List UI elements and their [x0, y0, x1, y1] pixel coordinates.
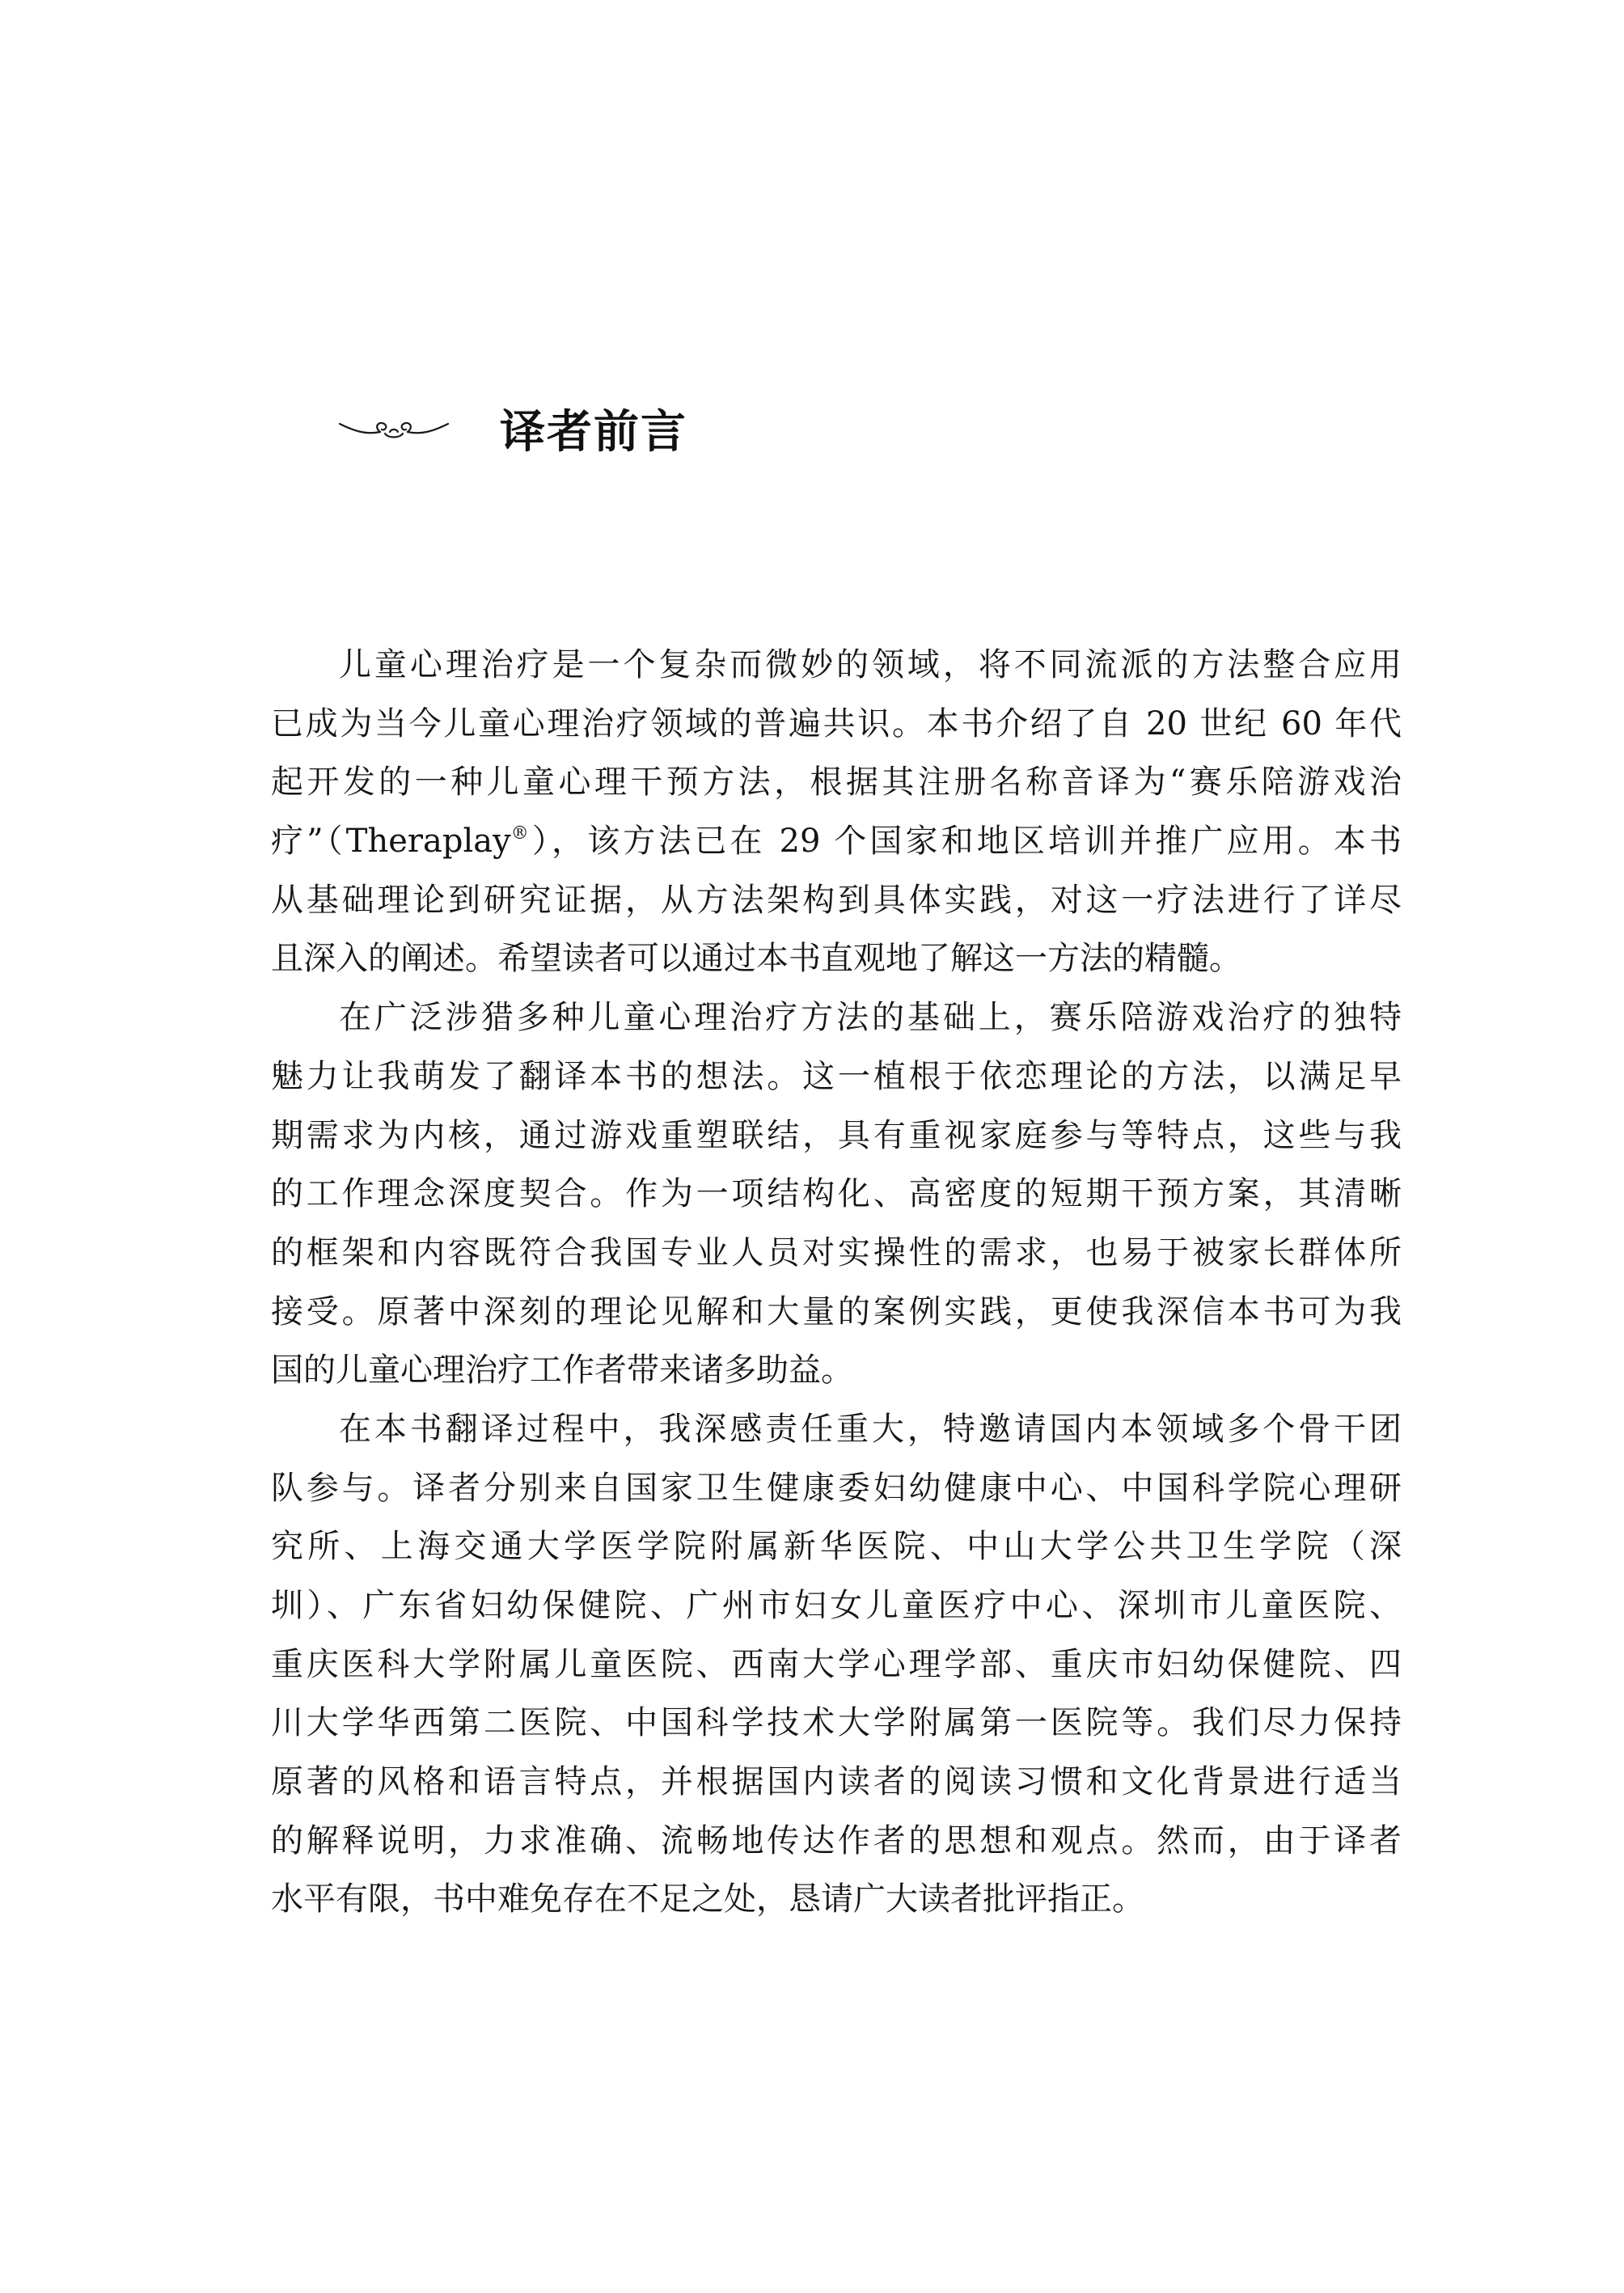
text-line: 重庆医科大学附属儿童医院、西南大学心理学部、重庆市妇幼保健院、四 [271, 1645, 1402, 1683]
text-line: 起开发的一种儿童心理干预方法，根据其注册名称音译为“赛乐陪游戏治 [271, 764, 1402, 802]
text-line: 在广泛涉猎多种儿童心理治疗方法的基础上，赛乐陪游戏治疗的独特 [339, 999, 1402, 1037]
text-line: 在本书翻译过程中，我深感责任重大，特邀请国内本领域多个骨干团 [339, 1410, 1402, 1448]
text-line: 的工作理念深度契合。作为一项结构化、高密度的短期干预方案，其清晰 [271, 1175, 1402, 1213]
text-line: 接受。原著中深刻的理论见解和大量的案例实践，更使我深信本书可为我 [271, 1292, 1402, 1331]
page-title: 译者前言 [500, 406, 687, 459]
text-line: 圳）、广东省妇幼保健院、广州市妇女儿童医疗中心、深圳市儿童医院、 [271, 1587, 1402, 1624]
text-line: 国的儿童心理治疗工作者带来诸多助益。 [271, 1352, 853, 1390]
text-line: 水平有限，书中难免存在不足之处，恳请广大读者批评指正。 [271, 1881, 1144, 1919]
text-line: 儿童心理治疗是一个复杂而微妙的领域，将不同流派的方法整合应用 [339, 646, 1402, 683]
text-line: 队参与。译者分别来自国家卫生健康委妇幼健康中心、中国科学院心理研 [271, 1469, 1402, 1507]
text-line: 已成为当今儿童心理治疗领域的普遍共识。本书介绍了自 20 世纪 60 年代 [271, 704, 1402, 742]
paragraph-3 [271, 1400, 1402, 1929]
text-line: 的框架和内容既符合我国专业人员对实操性的需求，也易于被家长群体所 [271, 1233, 1402, 1271]
registered-mark: ® [510, 823, 529, 844]
text-line: 从基础理论到研究证据，从方法架构到具体实践，对这一疗法进行了详尽 [271, 881, 1402, 919]
text-line: 的解释说明，力求准确、流畅地传达作者的思想和观点。然而，由于译者 [271, 1821, 1402, 1859]
scroll-ornament-icon [338, 412, 450, 445]
text-line: 魅力让我萌发了翻译本书的想法。这一植根于依恋理论的方法，以满足早 [271, 1057, 1402, 1095]
chapter-heading [338, 396, 687, 461]
paragraph-1 [271, 636, 1402, 988]
text-line: 究所、上海交通大学医学院附属新华医院、中山大学公共卫生学院（深 [271, 1528, 1402, 1566]
text-fragment: ），该方法已在 29 个国家和地区培训并推广应用。本书 [528, 823, 1402, 861]
text-line [271, 812, 1402, 871]
text-line: 原著的风格和语言特点，并根据国内读者的阅读习惯和文化背景进行适当 [271, 1763, 1402, 1801]
text-fragment: 疗”（Theraplay [271, 823, 511, 861]
text-line: 且深入的阐述。希望读者可以通过本书直观地了解这一方法的精髓。 [271, 940, 1241, 978]
text-line: 川大学华西第二医院、中国科学技术大学附属第一医院等。我们尽力保持 [271, 1704, 1402, 1742]
paragraph-2 [271, 988, 1402, 1400]
text-line: 期需求为内核，通过游戏重塑联结，具有重视家庭参与等特点，这些与我 [271, 1116, 1402, 1154]
body-text [271, 636, 1402, 1929]
